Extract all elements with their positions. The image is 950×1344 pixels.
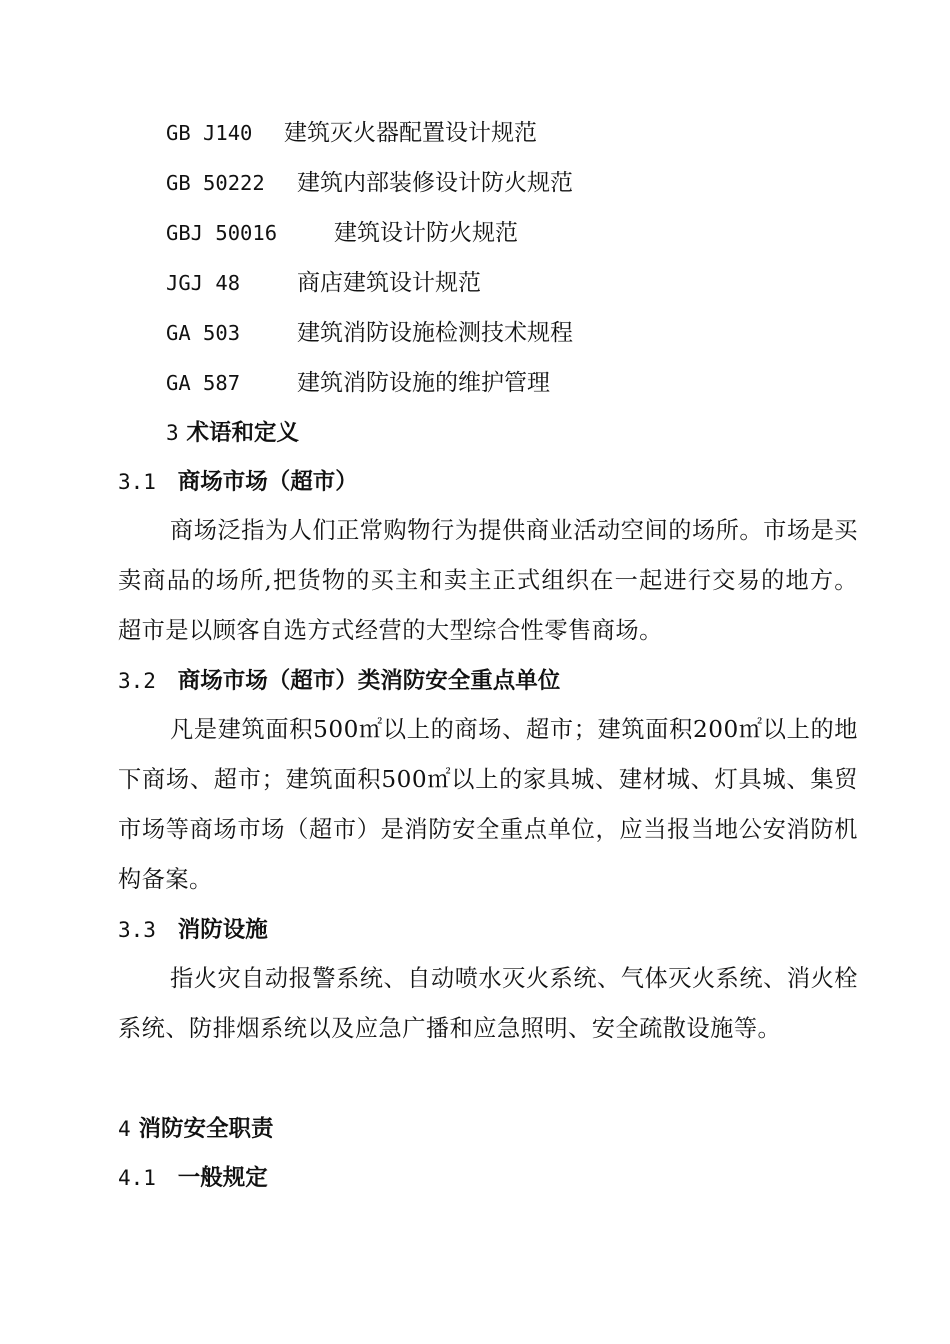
section-title: 商场市场（超市）类消防安全重点单位	[177, 668, 561, 694]
reference-code: GB 50222	[166, 171, 265, 195]
section-number: 3.3	[118, 918, 156, 942]
reference-title: 建筑消防设施的维护管理	[297, 370, 550, 396]
reference-code: GA 503	[166, 321, 241, 345]
section-title: 消防设施	[177, 917, 268, 943]
reference-item	[0, 308, 950, 358]
section-number: 3	[166, 421, 179, 445]
reference-item	[0, 158, 950, 208]
reference-item	[0, 258, 950, 308]
section-number: 3.2	[118, 669, 156, 693]
reference-item	[0, 208, 950, 258]
reference-item	[0, 108, 950, 158]
section-3-1-heading	[118, 467, 358, 497]
reference-code: GA 587	[166, 371, 241, 395]
section-3-3-heading	[118, 915, 268, 945]
reference-title: 商店建筑设计规范	[297, 270, 481, 296]
section-3-2-paragraph: 凡是建筑面积500㎡以上的商场、超市；建筑面积200㎡以上的地下商场、超市；建筑面积500㎡以上的家具城、建材城、灯具城、集贸市场等商场市场（超市）是消防安全重点单位，应当报当地公安消防机构备案。	[118, 716, 858, 893]
reference-code: GB J140	[166, 121, 253, 145]
reference-title: 建筑灭火器配置设计规范	[284, 120, 537, 146]
section-4-1-heading	[118, 1163, 268, 1193]
reference-code: GBJ 50016	[166, 221, 278, 245]
reference-code: JGJ 48	[166, 271, 241, 295]
reference-title: 建筑消防设施检测技术规程	[297, 320, 573, 346]
section-4-heading	[118, 1114, 274, 1144]
section-3-1-paragraph: 商场泛指为人们正常购物行为提供商业活动空间的场所。市场是买卖商品的场所,把货物的买主和卖主正式组织在一起进行交易的地方。超市是以顾客自选方式经营的大型综合性零售商场。	[118, 517, 858, 644]
section-number: 4	[118, 1117, 131, 1141]
section-title: 商场市场（超市）	[177, 469, 358, 495]
reference-standards-list	[0, 108, 950, 408]
reference-title: 建筑内部装修设计防火规范	[297, 170, 573, 196]
section-number: 4.1	[118, 1166, 156, 1190]
section-number: 3.1	[118, 470, 156, 494]
section-title: 术语和定义	[186, 420, 300, 446]
reference-item	[0, 358, 950, 408]
section-3-heading	[166, 418, 299, 448]
section-title: 消防安全职责	[138, 1116, 274, 1142]
section-3-3-paragraph: 指火灾自动报警系统、自动喷水灭火系统、气体灭火系统、消火栓系统、防排烟系统以及应急广播和应急照明、安全疏散设施等。	[118, 965, 858, 1042]
section-title: 一般规定	[177, 1165, 268, 1191]
reference-title: 建筑设计防火规范	[334, 220, 518, 246]
section-3-2-heading	[118, 666, 560, 696]
